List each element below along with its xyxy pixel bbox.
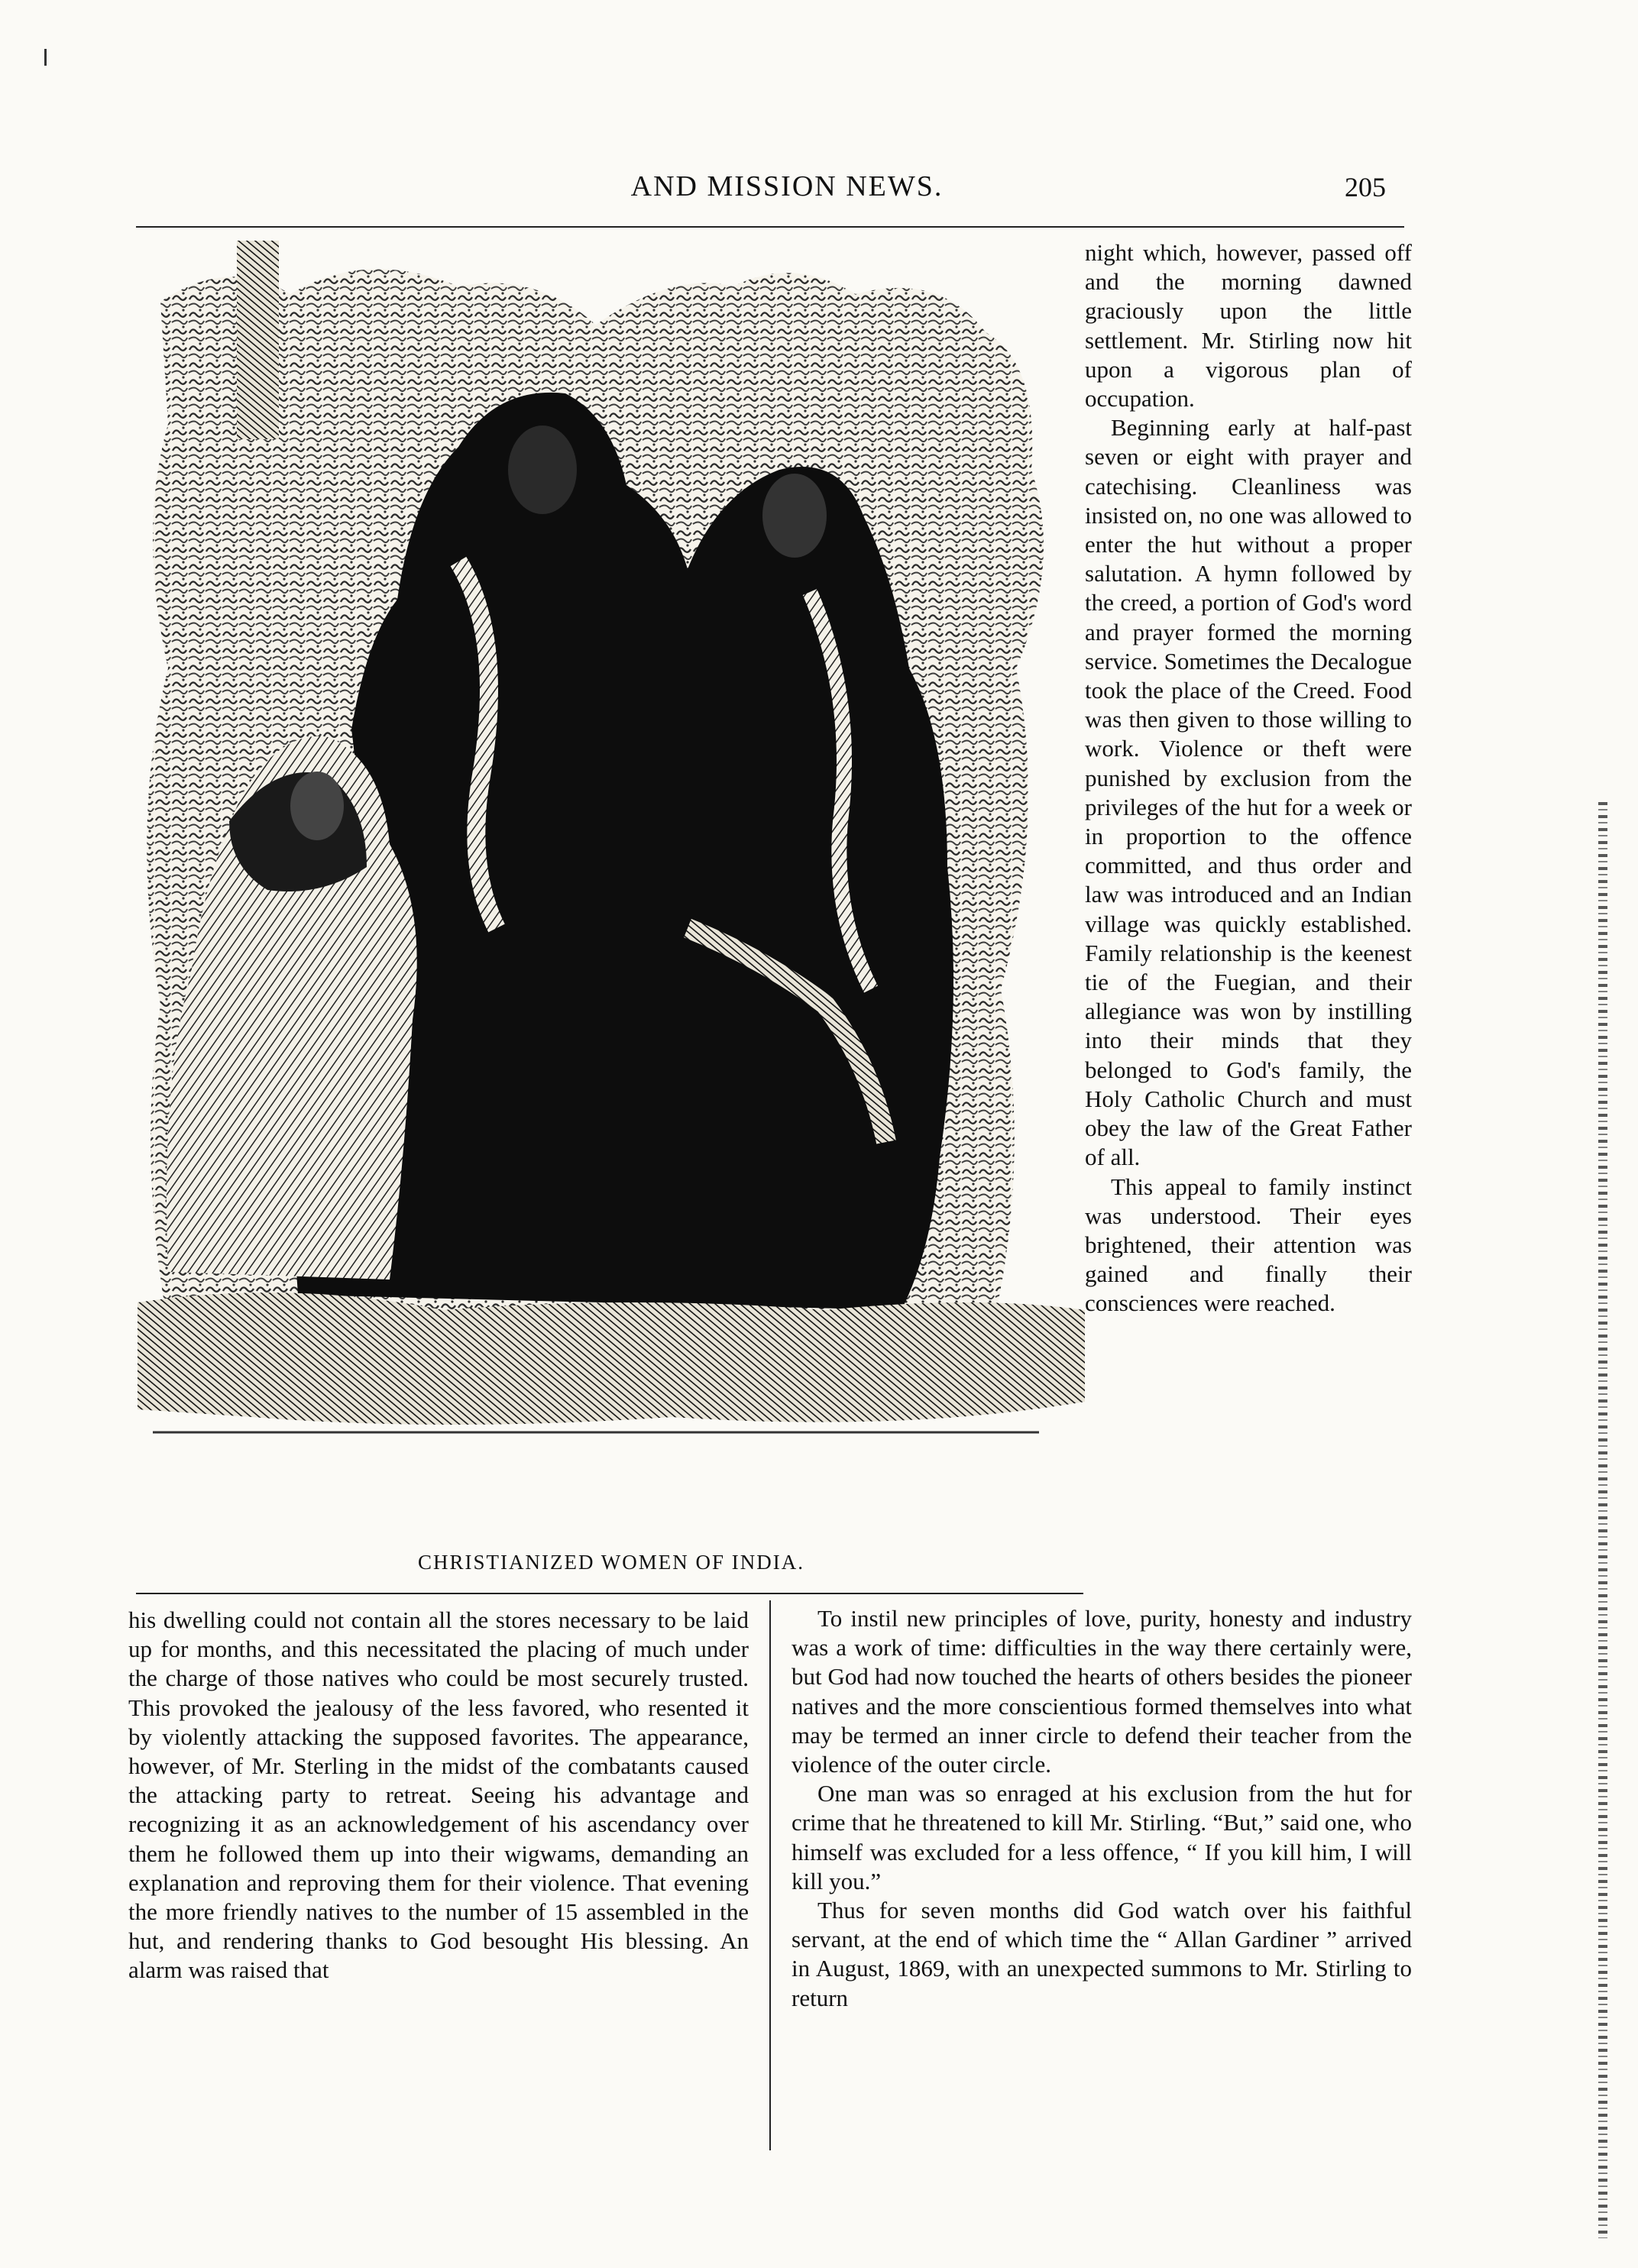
figure-caption: CHRISTIANIZED WOMEN OF INDIA. [418, 1551, 804, 1574]
page-number: 205 [1345, 172, 1386, 202]
header-rule [136, 226, 1404, 228]
paragraph: night which, however, passed off and the morning dawned graciously upon the little settlement. Mr. Stirling now hit upon a vigorous plan of occupation. [1085, 239, 1412, 413]
paragraph: One man was so enraged at his exclusion from the hut for crime that he threatened to kill Mr. Stirling. “But,” said one, who himself was excluded for a less offence, “ If you kill him, I will kill you.” [791, 1780, 1412, 1894]
paragraph: To instil new principles of love, purity, honesty and industry was a work of time: difficulties in the way there certainly were, but God had now touched the hearts of others besides the pioneer natives and the more conscientious formed themselves into what may be termed an inner circle to defend their teacher from the violence of the outer circle. [791, 1605, 1412, 1778]
figure-rule [136, 1593, 1083, 1594]
paragraph: Beginning early at half-past seven or eight with prayer and catechising. Cleanliness was insisted on, no one was allowed to enter the hut without a proper salutation. A hymn followed by the creed, a portion of God's word and prayer formed the morning service. Sometimes the Decalogue took the place of the Creed. Food was then given to those willing to work. Violence or theft were punished by exclusion from the privileges of the hut for a week or in proportion to the offence committed, and thus order and law was introduced and an Indian village was quickly established. Family relationship is the keenest tie of the Fuegian, and their allegiance was won by instilling into their minds that they belonged to God's family, the Holy Catholic Church and must obey the law of the Great Father of all. [1085, 414, 1412, 1171]
scanned-page-edge [1598, 802, 1607, 2238]
engraving-illustration [138, 241, 1085, 1535]
column-divider [769, 1600, 771, 2150]
left-column-bottom [128, 1606, 749, 1985]
right-column-top [1085, 238, 1412, 1318]
scan-mark [44, 49, 47, 66]
paragraph: This appeal to family instinct was understood. Their eyes brightened, their attention was gained and finally their consciences were reached. [1085, 1173, 1412, 1317]
right-column-bottom [791, 1604, 1412, 2013]
running-title: AND MISSION NEWS. [630, 170, 944, 202]
paragraph: Thus for seven months did God watch over his faithful servant, at the end of which time the “ Allan Gardiner ” arrived in August, 1869, with an unexpected summons to Mr. Stirling to return [791, 1897, 1412, 2011]
paragraph: his dwelling could not contain all the stores necessary to be laid up for months, and this necessitated the placing of much under the charge of those natives who could be most securely trusted. This provoked the jealousy of the less favored, who resented it by violently attacking the supposed favorites. The appearance, however, of Mr. Sterling in the midst of the combatants caused the attacking party to retreat. Seeing his advantage and recognizing it as an acknowledgement of his ascendancy over them he followed them up into their wigwams, demanding an explanation and reproving them for their violence. That evening the more friendly natives to the number of 15 assembled in the hut, and rendering thanks to God besought His blessing. An alarm was raised that [128, 1606, 749, 1984]
